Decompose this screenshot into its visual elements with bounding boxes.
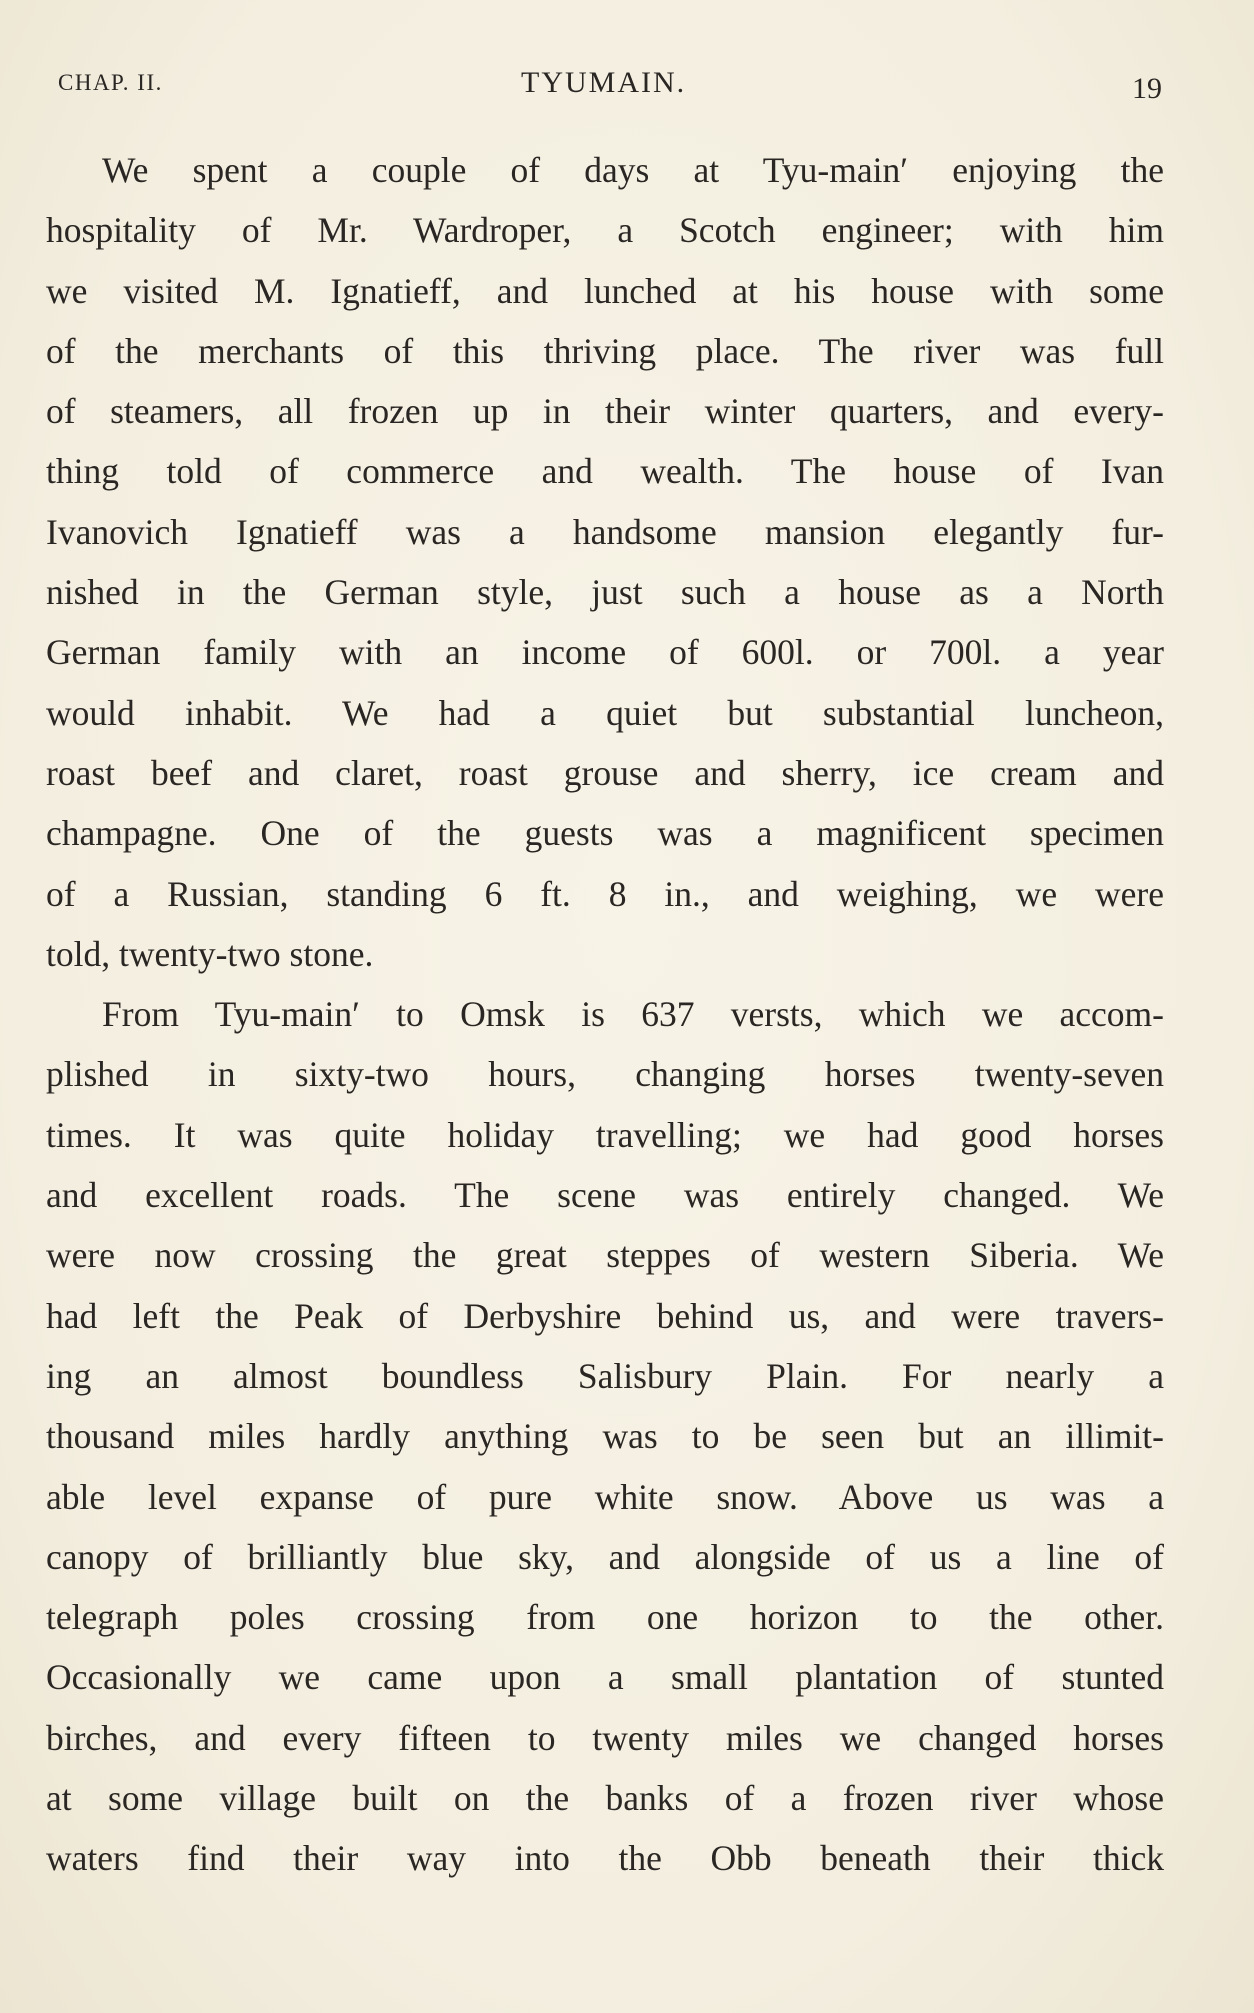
text-line: German family with an income of 600l. or 700l. a year	[46, 632, 1164, 673]
text-line: told, twenty-two stone.	[46, 933, 374, 974]
text-line: birches, and every fifteen to twenty miles we changed horses	[46, 1717, 1164, 1758]
text-line: of a Russian, standing 6 ft. 8 in., and weighing, we were	[46, 873, 1164, 914]
text-line: thing told of commerce and wealth. The house of Ivan	[46, 451, 1164, 492]
running-head	[58, 66, 1162, 106]
text-line: and excellent roads. The scene was entirely changed. We	[46, 1175, 1164, 1216]
text-line: times. It was quite holiday travelling; we had good horses	[46, 1114, 1164, 1155]
text-line: of steamers, all frozen up in their winter quarters, and every-	[46, 391, 1164, 432]
text-line: From Tyu-main′ to Omsk is 637 versts, which we accom-	[102, 994, 1164, 1035]
text-line: We spent a couple of days at Tyu-main′ enjoying the	[102, 150, 1164, 190]
page-number: 19	[1132, 72, 1162, 105]
chapter-label: CHAP. II.	[58, 70, 163, 95]
text-line: hospitality of Mr. Wardroper, a Scotch engineer; with him	[46, 210, 1164, 251]
text-line: we visited M. Ignatieff, and lunched at his house with some	[46, 270, 1164, 311]
text-line: had left the Peak of Derbyshire behind us, and were travers-	[46, 1295, 1164, 1336]
text-line: able level expanse of pure white snow. Above us was a	[46, 1476, 1164, 1517]
text-line: canopy of brilliantly blue sky, and alongside of us a line of	[46, 1536, 1164, 1577]
paragraph-2	[46, 984, 1164, 1888]
body-text	[46, 140, 1164, 1889]
text-line: would inhabit. We had a quiet but substantial luncheon,	[46, 692, 1164, 733]
text-line: telegraph poles crossing from one horizon to the other.	[46, 1597, 1164, 1638]
text-line: roast beef and claret, roast grouse and sherry, ice cream and	[46, 752, 1164, 793]
text-line: Occasionally we came upon a small plantation of stunted	[46, 1657, 1164, 1698]
text-line: waters find their way into the Obb beneath their thick	[46, 1838, 1164, 1879]
text-line: were now crossing the great steppes of western Siberia. We	[46, 1235, 1164, 1276]
text-line: nished in the German style, just such a house as a North	[46, 572, 1164, 613]
text-line: ing an almost boundless Salisbury Plain. For nearly a	[46, 1355, 1164, 1396]
text-line: champagne. One of the guests was a magnificent specimen	[46, 813, 1164, 854]
text-line: thousand miles hardly anything was to be seen but an illimit-	[46, 1416, 1164, 1457]
text-line: plished in sixty-two hours, changing horses twenty-seven	[46, 1054, 1164, 1095]
text-line: of the merchants of this thriving place. The river was full	[46, 330, 1164, 371]
running-title: TYUMAIN.	[521, 66, 687, 99]
text-line: at some village built on the banks of a frozen river whose	[46, 1778, 1164, 1819]
paragraph-1	[46, 140, 1164, 984]
text-line: Ivanovich Ignatieff was a handsome mansion elegantly fur-	[46, 511, 1164, 552]
